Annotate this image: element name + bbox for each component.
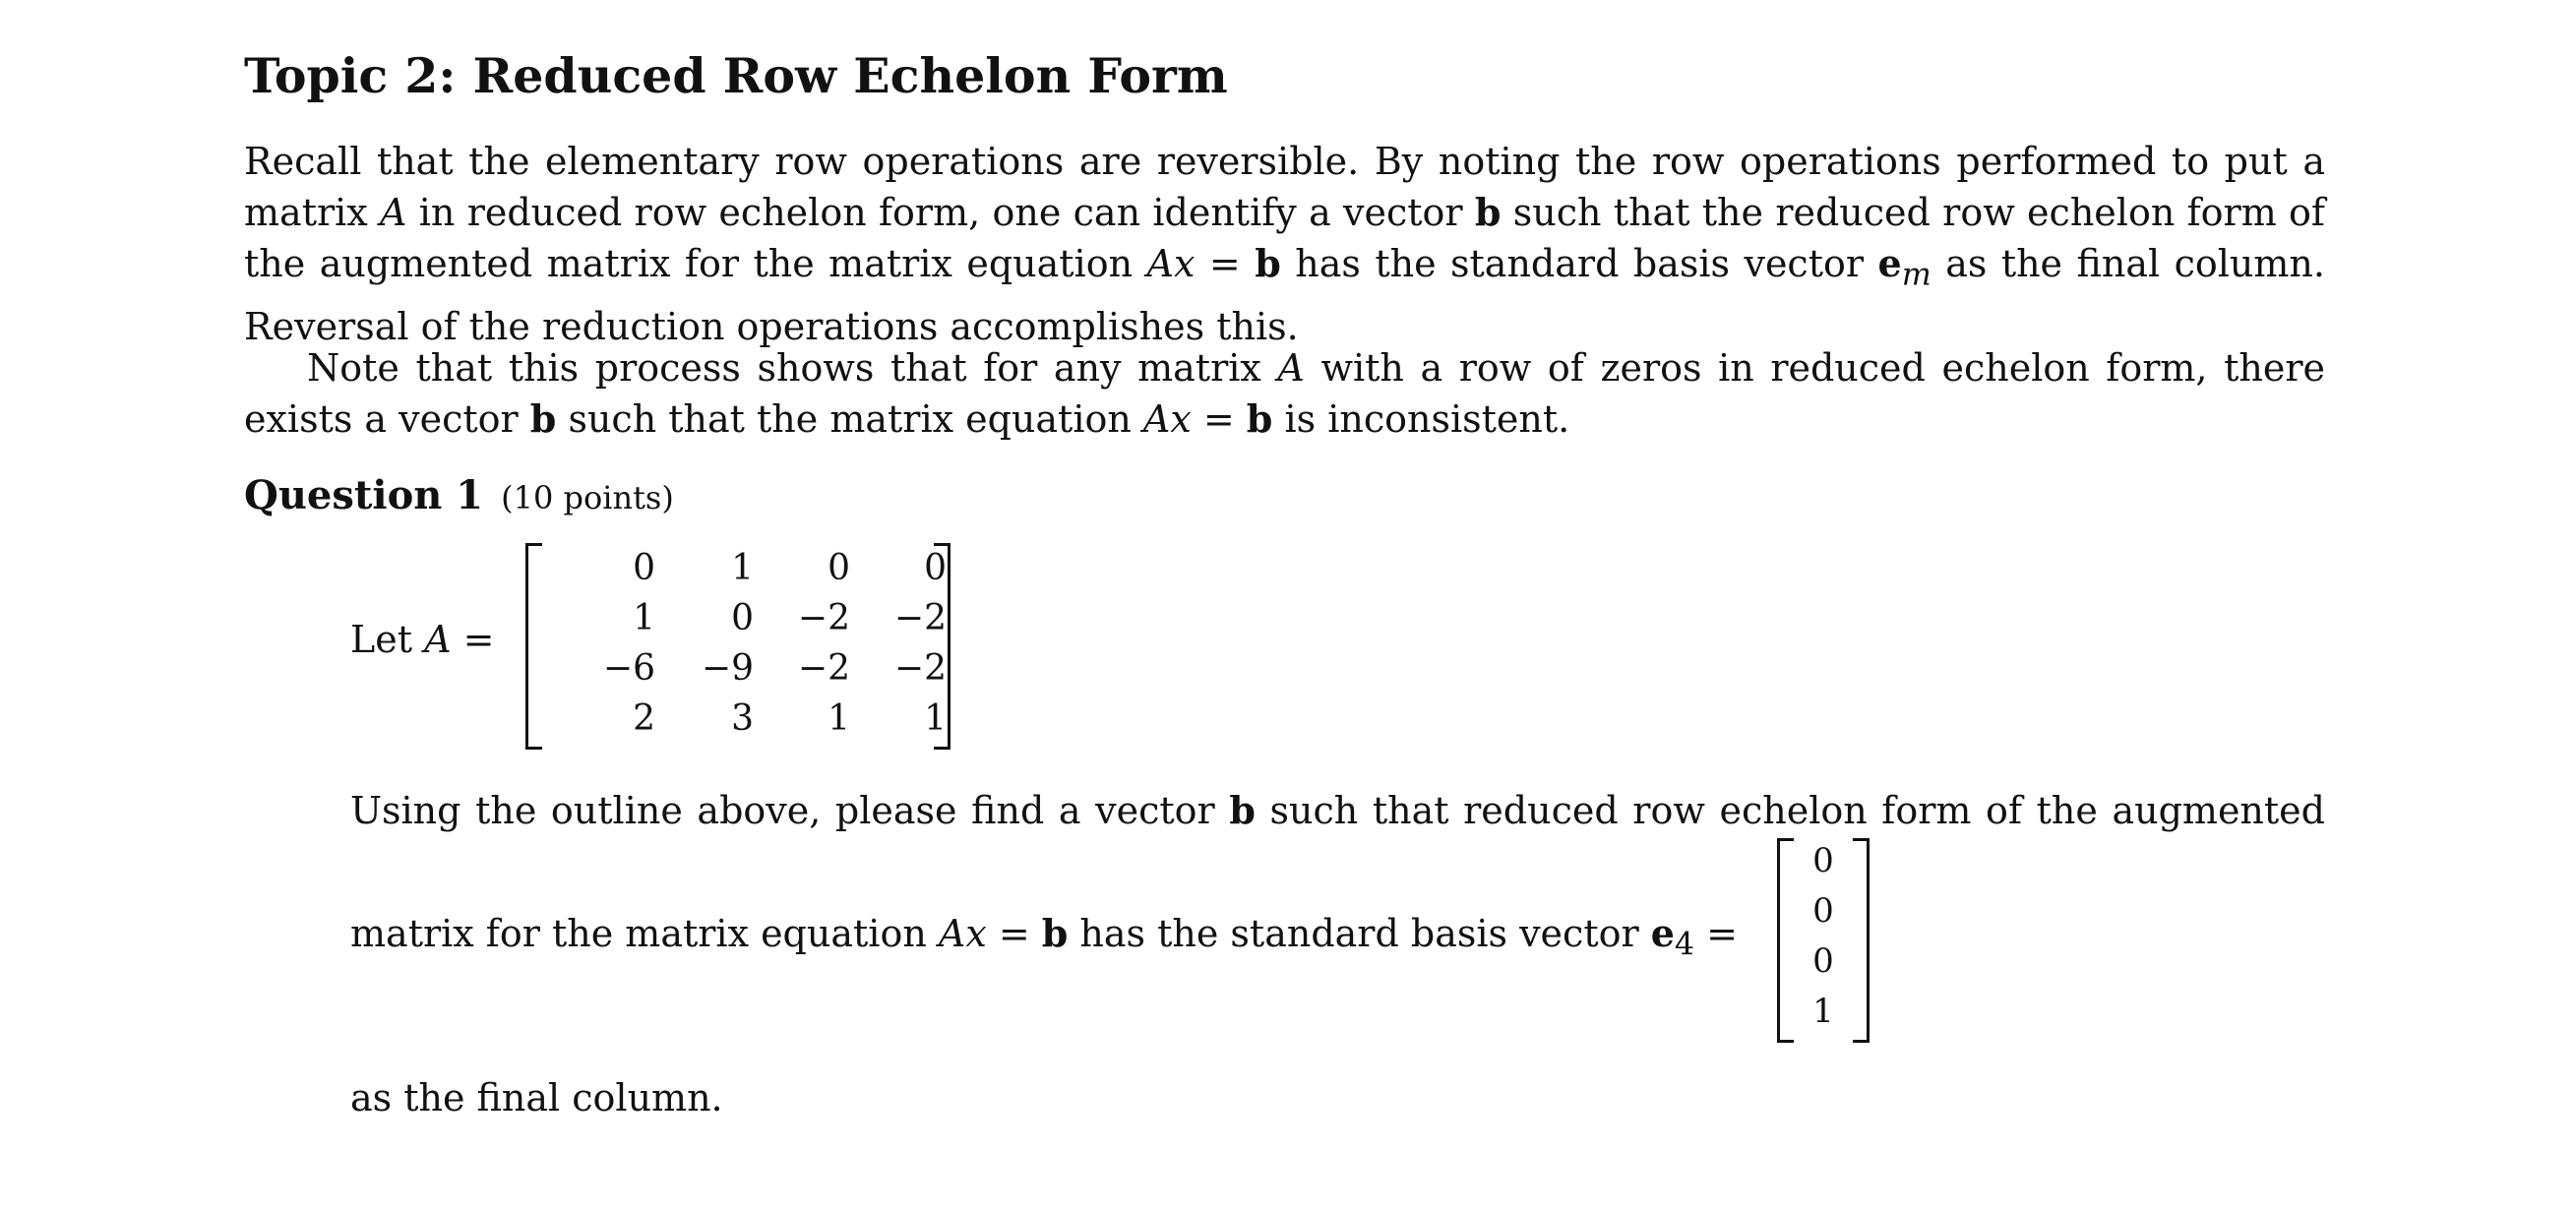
matrix-left-bracket bbox=[525, 543, 542, 750]
equation-Ax: Ax bbox=[1146, 242, 1196, 285]
basis-vector-e4: e bbox=[1650, 911, 1675, 955]
question-closing: as the final column. bbox=[350, 1076, 723, 1119]
matrix-cell: −2 bbox=[797, 648, 850, 689]
intro-paragraph-2: Note that this process shows that for any matrix A with a row of zeros in reduced echelon form, there exists a vector b such that the matrix equation Ax = b is inconsistent. bbox=[244, 346, 2325, 441]
matrix-cell: −2 bbox=[797, 598, 850, 638]
matrix-cell: 1 bbox=[828, 698, 850, 739]
page-title: Topic 2: Reduced Row Echelon Form bbox=[244, 47, 1228, 104]
vector-cell: 0 bbox=[1812, 841, 1834, 880]
matrix-cell: 3 bbox=[731, 698, 754, 739]
matrix-cell: −2 bbox=[893, 648, 947, 689]
question-points: (10 points) bbox=[501, 479, 674, 516]
question-body-line-2: matrix for the matrix equation Ax = b has the standard basis vector $e_4$ = bbox=[350, 911, 1738, 963]
matrix-cell: −2 bbox=[893, 598, 947, 638]
question-label: Question 1 bbox=[244, 472, 484, 518]
vector-e4 bbox=[1777, 838, 1870, 1043]
matrix-cell: 0 bbox=[924, 548, 947, 588]
matrix-cell: 1 bbox=[731, 548, 754, 588]
vector-right-bracket bbox=[1853, 838, 1870, 1043]
vector-cell: 1 bbox=[1812, 992, 1834, 1031]
matrix-cell: 0 bbox=[828, 548, 850, 588]
matrix-A bbox=[525, 543, 951, 750]
matrix-cell: 0 bbox=[633, 548, 655, 588]
question-heading bbox=[244, 472, 674, 518]
matrix-cell: 1 bbox=[924, 698, 947, 739]
matrix-cell: 2 bbox=[633, 698, 655, 739]
let-statement: Let A = bbox=[350, 618, 495, 661]
vector-cell: 0 bbox=[1812, 891, 1834, 931]
matrix-cell: 1 bbox=[633, 598, 655, 638]
matrix-cell: −6 bbox=[602, 648, 655, 689]
vector-left-bracket bbox=[1777, 838, 1794, 1043]
matrix-cell: 0 bbox=[731, 598, 754, 638]
vector-cell: 0 bbox=[1812, 941, 1834, 981]
question-body-line-1: Using the outline above, please find a vector b such that reduced row echelon form of the augmented bbox=[350, 788, 2325, 832]
basis-vector-em: e bbox=[1877, 241, 1902, 285]
intro-paragraph-1: Recall that the elementary row operations are reversible. By noting the row operations performed to put a matrix A in reduced row echelon form, one can identify a vector b such that the reduced row echelon form of the augmented matrix for the matrix equation Ax = b has the standard basis vector $e_m$ as the final column. Reversal of the reduction operations accomplishes this. bbox=[244, 140, 2325, 348]
matrix-cell: −9 bbox=[701, 648, 754, 689]
